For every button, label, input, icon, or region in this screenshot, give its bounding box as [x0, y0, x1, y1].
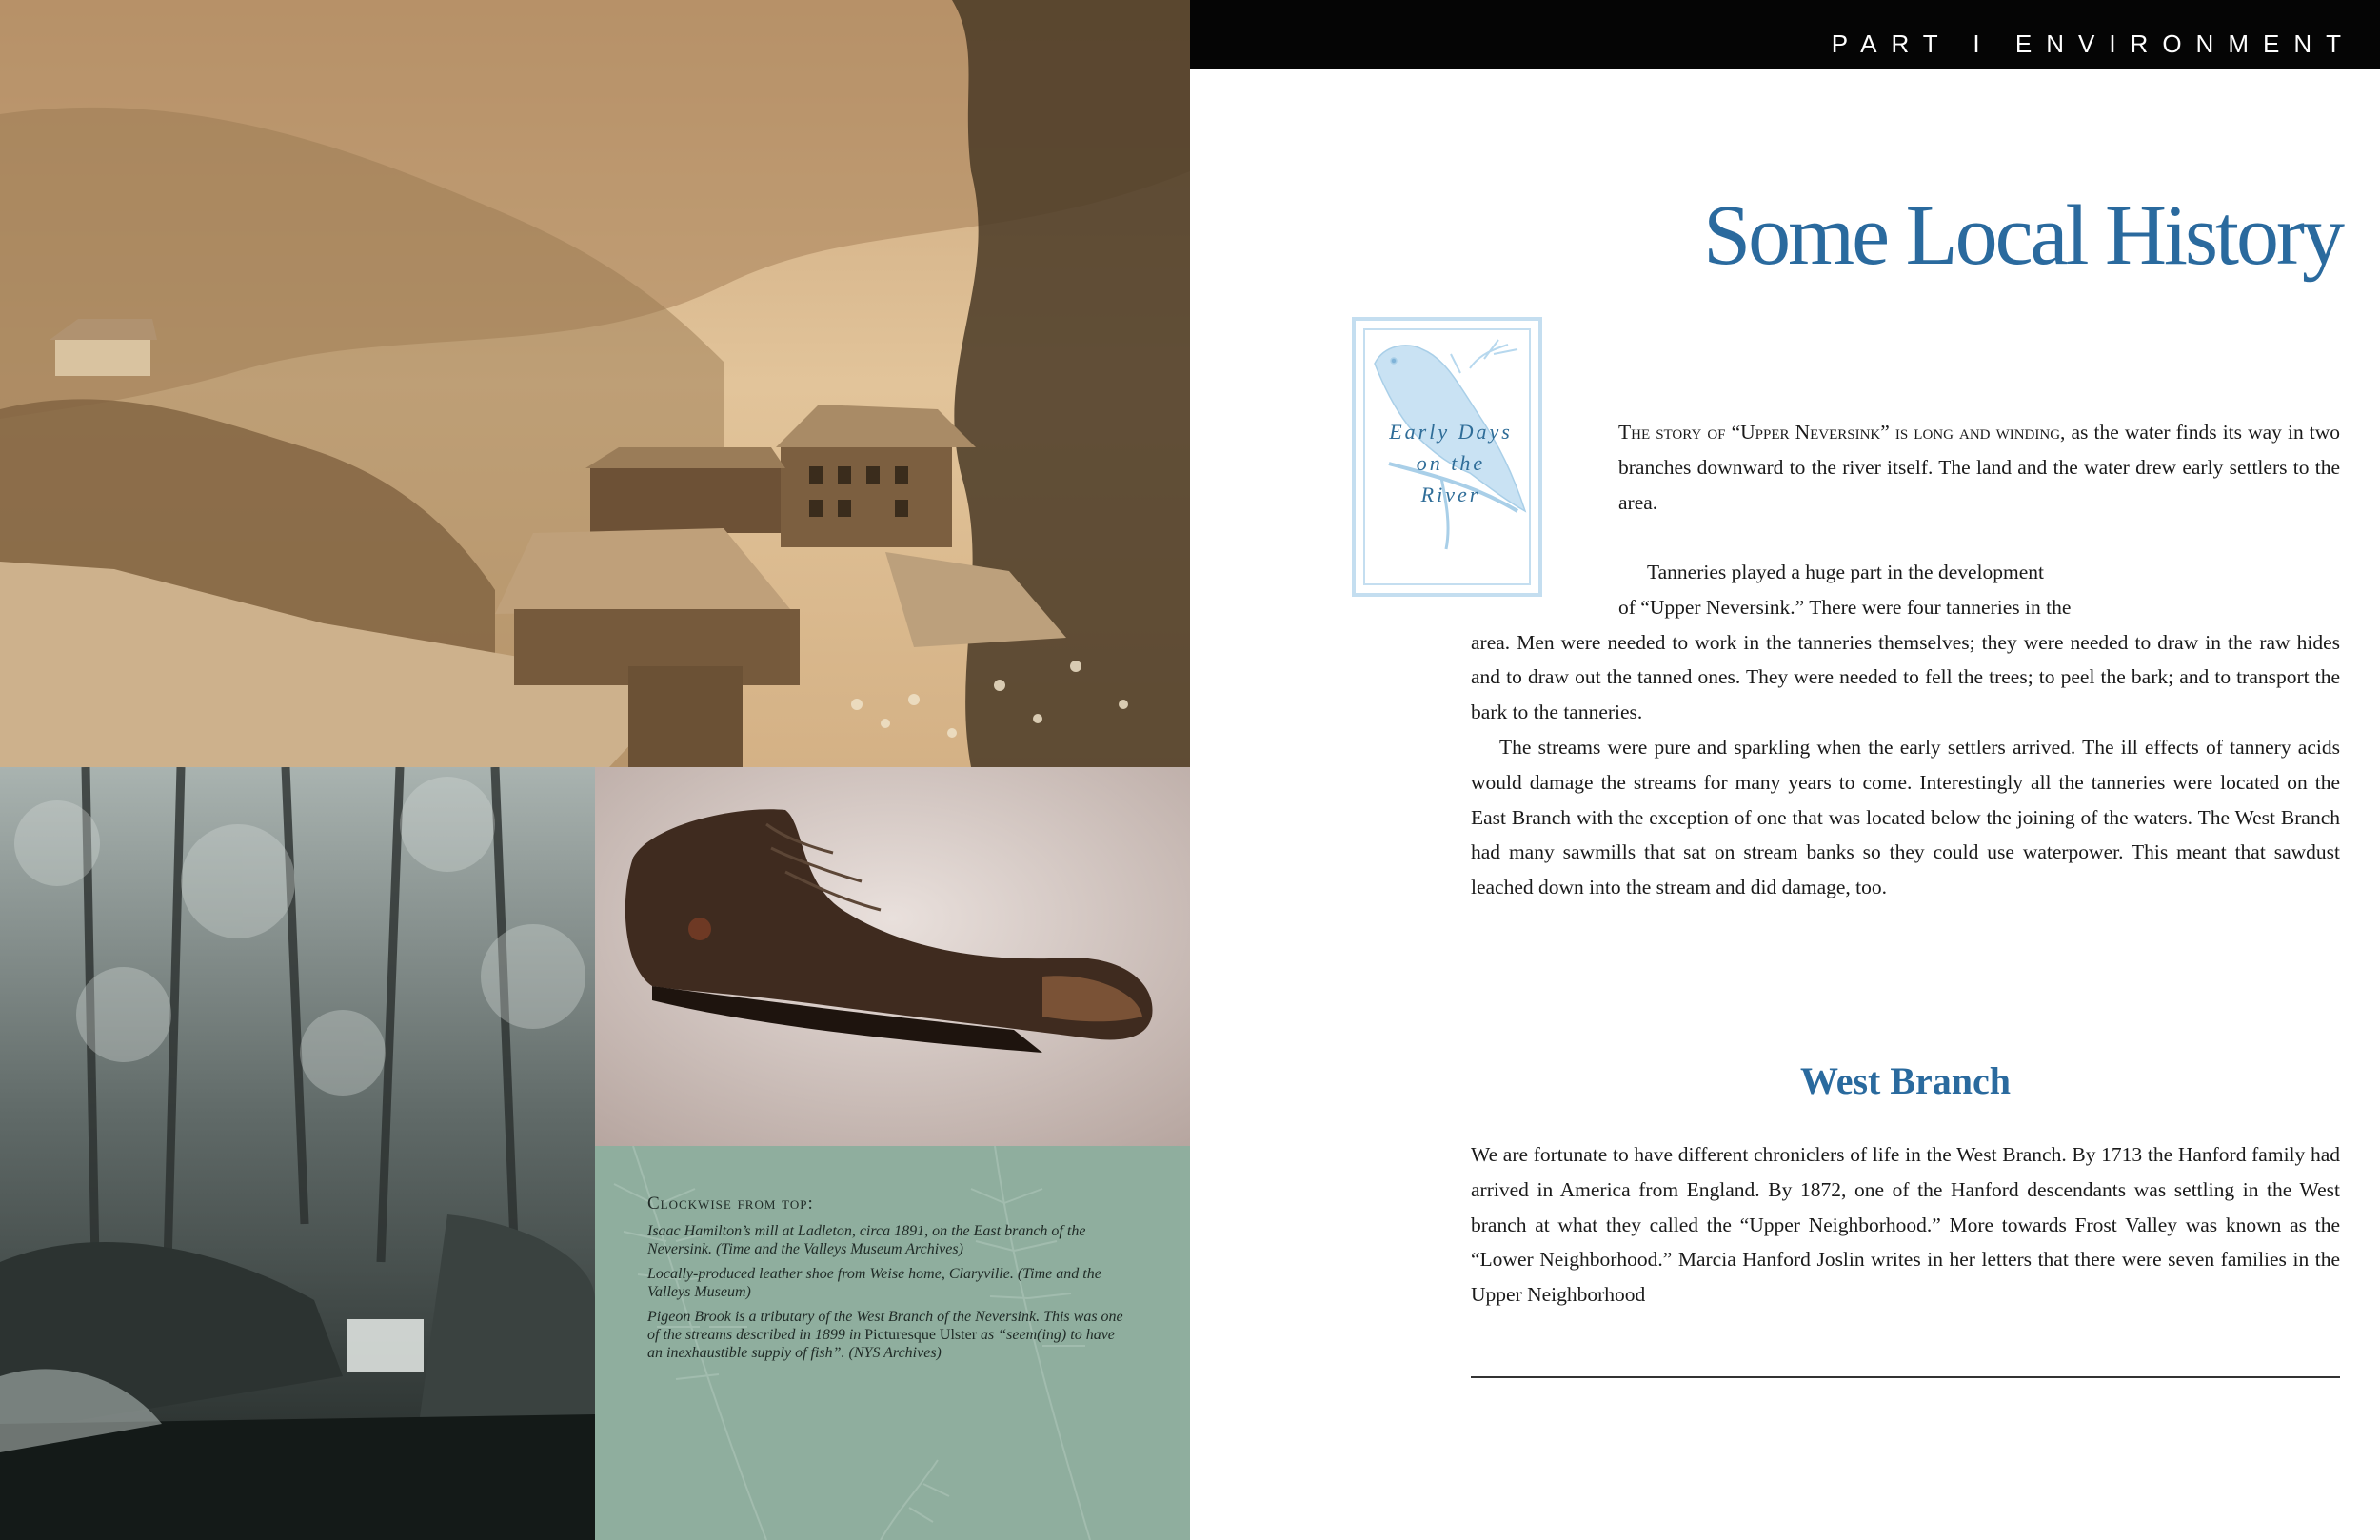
intro-rest: as the water finds its way in two branches downward to the river itself. The land and the water drew early settlers to the area. — [1618, 421, 2341, 514]
leather-shoe-photo — [595, 767, 1190, 1146]
sidebar-line-2: on the — [1416, 451, 1486, 475]
part-label: PART I ENVIRONMENT — [1831, 30, 2355, 58]
caption-book-title: Picturesque Ulster — [864, 1327, 978, 1343]
header-bar — [1190, 0, 2380, 69]
sidebar-line-1: Early Days — [1389, 420, 1513, 444]
caption-heading: Clockwise from top: — [647, 1194, 814, 1214]
historic-mill-photo — [0, 0, 1190, 767]
right-page — [1190, 0, 2380, 1540]
caption-text — [647, 1194, 1133, 1369]
intro-paragraph — [1618, 415, 2340, 520]
para-tanneries-line2: of “Upper Neversink.” There were four tanneries in the — [1618, 595, 2072, 619]
caption-mill: Isaac Hamilton’s mill at Ladleton, circa 1891, on the East branch of the Neversink. (Time and the Valleys Museum Archives) — [647, 1223, 1086, 1257]
para-streams: The streams were pure and sparkling when the early settlers arrived. The ill effects of tannery acids would damage the streams for many years to come. Interestingly all the tanneries were located on the East Branch with the exception of one that was located below the joining of the waters. The West Branch had many sawmills that sat on stream banks so they could use waterpower. This meant that sawdust leached down into the stream and did damage, too. — [1471, 735, 2340, 899]
para-west-branch: We are fortunate to have different chroniclers of life in the West Branch. By 1713 the Hanford family had arrived in America from England. By 1872, one of the Hanford descendants was settling in the West branch at what they called the “Upper Neighborhood.” More towards Frost Valley was known as the “Lower Neighborhood.” Marcia Hanford Joslin writes in her letters that there were seven families in the Upper Neighborhood — [1471, 1143, 2340, 1307]
para-tanneries-line1: Tanneries played a huge part in the development — [1647, 561, 2044, 583]
caption-shoe: Locally-produced leather shoe from Weise home, Claryville. (Time and the Valleys Museum) — [647, 1266, 1101, 1300]
main-text-block — [1471, 555, 2340, 905]
caption-brook-a: Pigeon Brook is a tributary of the West Branch of the Neversink. This was one of the streams described in 1899 in — [647, 1309, 1123, 1343]
sidebar-label — [1356, 416, 1546, 510]
caption-brook — [647, 1308, 1133, 1362]
para-tanneries-rest: area. Men were needed to work in the tanneries themselves; they were needed to draw in the raw hides and to draw out the tanned ones. They were needed to fell the trees; to peel the bark; and to transport the bark to the tanneries. — [1471, 630, 2340, 724]
section-heading: West Branch — [1799, 1059, 2012, 1102]
intro-lead: The story of “Upper Neversink” is long and winding, — [1618, 421, 2066, 444]
pigeon-brook-photo — [0, 767, 595, 1540]
caption-brook-c: as “seem(ing) to have an inexhaustible supply of fish”. (NYS Archives) — [647, 1327, 1115, 1361]
page-title: Some Local History — [1703, 188, 2342, 283]
caption-panel — [595, 1146, 1190, 1540]
sidebar-line-3: River — [1420, 483, 1481, 506]
bottom-rule — [1471, 1376, 2340, 1378]
